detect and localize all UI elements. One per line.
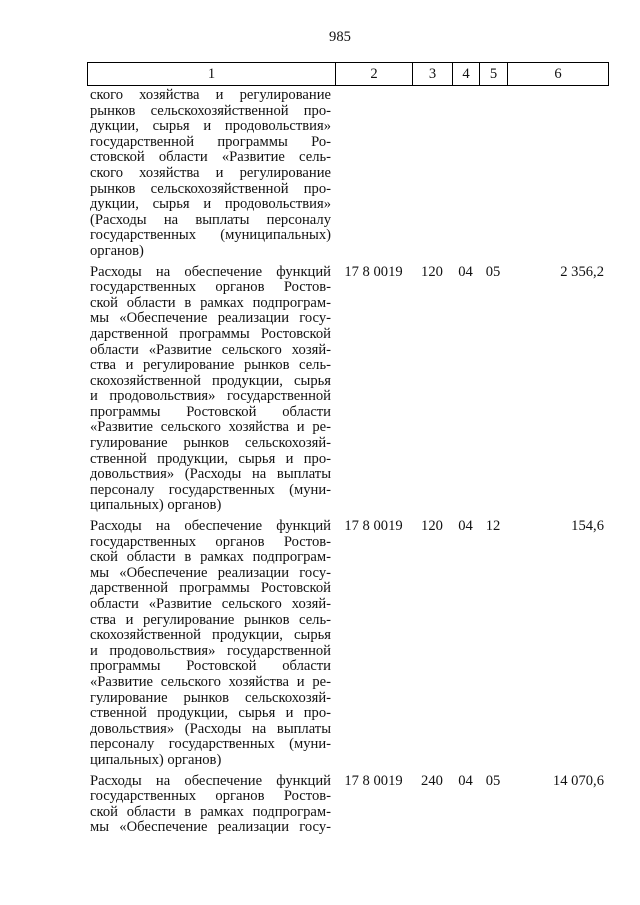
table-row (87, 519, 609, 774)
table-row (87, 265, 609, 520)
description-line: скохозяйственной продукции, сырья (90, 627, 331, 644)
description-line: ципальных) органов) (90, 751, 222, 768)
description-line: государственных органов Ростов- (90, 788, 331, 805)
table-row (87, 774, 609, 841)
description-line: ства и регулирование рынков сель- (90, 357, 331, 374)
description-line: государственных (муниципальных) (90, 227, 331, 244)
expense-type-code: 120 (421, 263, 443, 280)
description-line: «Развитие сельского хозяйства и ре- (90, 673, 331, 690)
empty-cell (412, 88, 452, 260)
table-header-row (87, 62, 609, 86)
description-line: Расходы на обеспечение функций (90, 263, 331, 280)
section-code: 04 (458, 518, 473, 535)
header-cell-6: 6 (507, 63, 608, 85)
description-line: ской области в рамках подпрограм- (90, 549, 331, 566)
description-cell (87, 519, 335, 769)
description-line: ственной продукции, сырья и про- (90, 450, 331, 467)
description-line: Расходы на обеспечение функций (90, 772, 331, 789)
description-line: ства и регулирование рынков сель- (90, 611, 331, 628)
subsection-code: 05 (485, 772, 501, 789)
description-line: ской области в рамках подпрограм- (90, 803, 331, 820)
description-line: органов) (90, 242, 144, 259)
description-line: и продовольствия» государственной (90, 642, 331, 659)
description-line: Расходы на обеспечение функций (90, 518, 331, 535)
description-line: «Развитие сельского хозяйства и ре- (90, 419, 331, 436)
description-line: мы «Обеспечение реализации госу- (90, 310, 331, 327)
table-body (87, 86, 609, 841)
description-line: области «Развитие сельского хозяй- (90, 341, 331, 358)
table-row (87, 88, 609, 265)
empty-cell (479, 88, 507, 260)
page-number: 985 (329, 29, 351, 45)
description-line: персоналу государственных (муни- (90, 481, 331, 498)
section-code: 04 (458, 263, 473, 280)
amount: 2 356,2 (560, 263, 604, 280)
subsection-code: 12 (485, 518, 501, 535)
description-line: программы Ростовской области (90, 658, 331, 675)
amount: 14 070,6 (552, 772, 604, 789)
description-line: довольствия» (Расходы на выплаты (90, 466, 331, 483)
budget-table (87, 62, 609, 841)
description-line: ской области в рамках подпрограм- (90, 294, 331, 311)
classification-code: 17 8 0019 (344, 518, 403, 535)
description-line: стовской области «Развитие сель- (90, 149, 331, 166)
description-line: дарственной программы Ростовской (90, 580, 331, 597)
description-cell (87, 774, 335, 836)
amount: 154,6 (571, 518, 604, 535)
subsection-code: 05 (485, 263, 501, 280)
expense-type-code: 120 (421, 518, 443, 535)
description-line: дукции, сырья и продовольствия» (90, 118, 331, 135)
description-line: ственной продукции, сырья и про- (90, 705, 331, 722)
header-cell-5: 5 (479, 63, 507, 85)
empty-cell (452, 88, 479, 260)
description-line: ского хозяйства и регулирование (90, 164, 331, 181)
section-code: 04 (458, 772, 473, 789)
description-line: области «Развитие сельского хозяй- (90, 596, 331, 612)
description-line: гулирование рынков сельскохозяй- (90, 435, 331, 452)
description-line: государственной программы Ро- (90, 133, 331, 150)
description-line: гулирование рынков сельскохозяй- (90, 689, 331, 706)
description-line: и продовольствия» государственной (90, 388, 331, 405)
empty-cell (507, 88, 609, 260)
expense-type-code: 240 (421, 772, 443, 789)
description-cell (87, 88, 335, 260)
description-line: ского хозяйства и регулирование (90, 87, 331, 103)
header-cell-4: 4 (452, 63, 479, 85)
classification-code: 17 8 0019 (344, 263, 403, 280)
description-cell (87, 265, 335, 515)
description-line: государственных органов Ростов- (90, 533, 331, 550)
empty-cell (335, 88, 412, 260)
header-cell-3: 3 (412, 63, 452, 85)
header-cell-2: 2 (335, 63, 412, 85)
description-line: дукции, сырья и продовольствия» (90, 196, 331, 213)
description-line: персоналу государственных (муни- (90, 736, 331, 753)
description-line: дарственной программы Ростовской (90, 325, 331, 342)
description-line: государственных органов Ростов- (90, 279, 331, 296)
description-line: довольствия» (Расходы на выплаты (90, 720, 331, 737)
description-line: ципальных) органов) (90, 497, 222, 514)
header-cell-1: 1 (207, 66, 216, 82)
description-line: мы «Обеспечение реализации госу- (90, 564, 331, 581)
description-line: программы Ростовской области (90, 403, 331, 420)
description-line: скохозяйственной продукции, сырья (90, 372, 331, 389)
description-line: рынков сельскохозяйственной про- (90, 180, 331, 197)
classification-code: 17 8 0019 (344, 772, 403, 789)
description-line: мы «Обеспечение реализации госу- (90, 819, 331, 836)
description-line: рынков сельскохозяйственной про- (90, 102, 331, 119)
description-line: (Расходы на выплаты персоналу (90, 211, 331, 228)
